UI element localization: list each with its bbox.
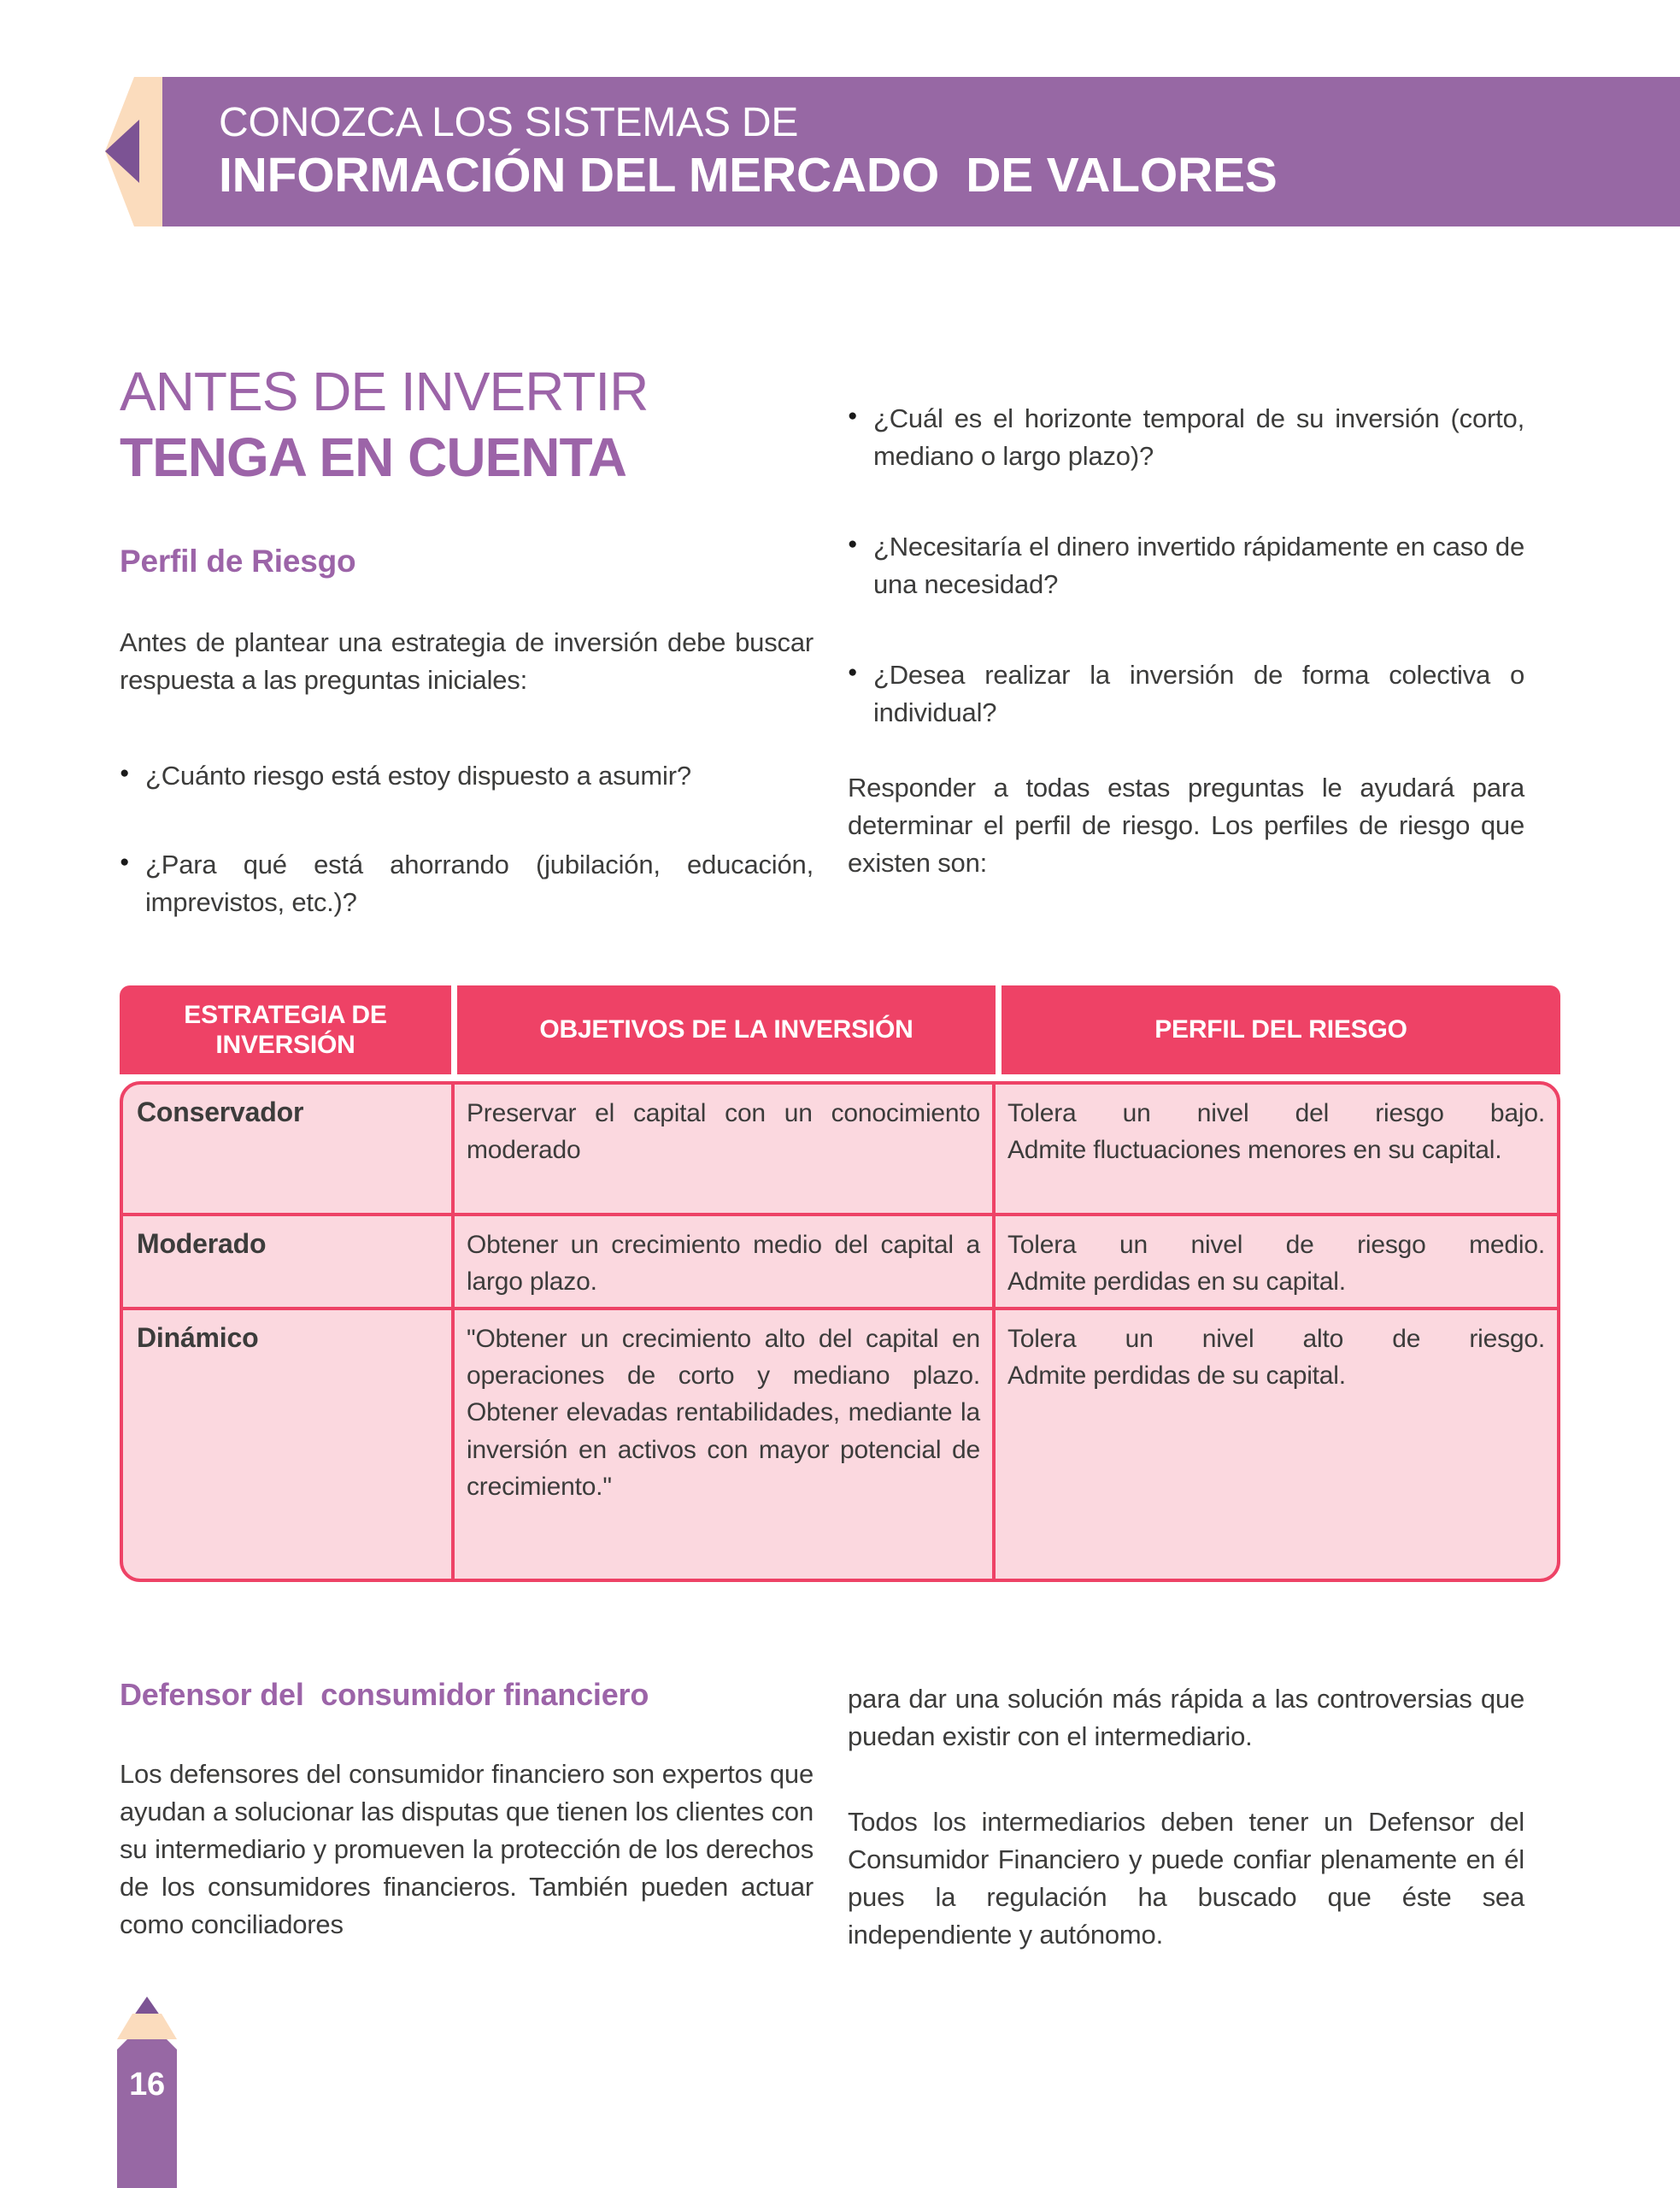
bullet-dot-icon: ●	[848, 663, 858, 682]
risk-profile-table	[120, 985, 1560, 1582]
table-cell-risk	[996, 1085, 1557, 1213]
bullet-text: ¿Necesitaría el dinero invertido rápidamente en caso de una necesidad?	[873, 532, 1524, 600]
header-pencil-icon	[81, 77, 162, 226]
bullet-dot-icon: ●	[120, 852, 130, 871]
bullet-dot-icon: ●	[848, 535, 858, 554]
list-item	[120, 757, 814, 795]
banner-title-line2: INFORMACIÓN DEL MERCADO DE VALORES	[219, 147, 1278, 203]
risk-sentence: Admite fluctuaciones menores en su capital.	[1007, 1136, 1502, 1165]
table-cell-objective: Preservar el capital con un conocimiento moderado	[455, 1085, 992, 1213]
table-cell-strategy: Dinámico	[123, 1310, 451, 1579]
list-item	[848, 400, 1524, 475]
table-header-estrategia: ESTRATEGIA DE INVERSIÓN	[120, 985, 451, 1074]
header-banner	[162, 77, 1680, 226]
table-header-perfil: PERFIL DEL RIESGO	[1002, 985, 1560, 1074]
table-header-row	[120, 985, 1560, 1074]
risk-sentence: Tolera un nivel alto de riesgo.	[1007, 1325, 1545, 1353]
bullet-dot-icon: ●	[848, 407, 858, 425]
defensor-section-left	[120, 1677, 814, 1944]
bullet-dot-icon: ●	[120, 763, 130, 782]
bullet-text: ¿Cuál es el horizonte temporal de su inversión (corto, mediano o largo plazo)?	[873, 403, 1524, 472]
list-item	[848, 528, 1524, 603]
risk-sentence: Tolera un nivel de riesgo medio.	[1007, 1231, 1545, 1259]
left-bullet-list	[120, 757, 814, 921]
closing-paragraph: Responder a todas estas preguntas le ayudará para determinar el perfil de riesgo. Los perfiles de riesgo que existen son:	[848, 773, 1524, 879]
table-cell-strategy: Moderado	[123, 1216, 451, 1307]
risk-sentence: Admite perdidas en su capital.	[1007, 1268, 1346, 1297]
page-title-line1: ANTES DE INVERTIR	[120, 361, 649, 422]
list-item	[120, 846, 814, 921]
risk-sentence: Tolera un nivel del riesgo bajo.	[1007, 1099, 1545, 1127]
banner-title-line1: CONOZCA LOS SISTEMAS DE	[219, 100, 799, 146]
intro-paragraph: Antes de plantear una estrategia de inversión debe buscar respuesta a las preguntas iniciales:	[120, 626, 814, 695]
defensor-section-right	[848, 1680, 1524, 1954]
page-title-line2: TENGA EN CUENTA	[120, 426, 626, 488]
page-number: 16	[129, 2067, 165, 2103]
bullet-text: ¿Para qué está ahorrando (jubilación, educación, imprevistos, etc.)?	[145, 849, 814, 917]
table-cell-objective: Obtener un crecimiento medio del capital a largo plazo.	[455, 1216, 992, 1307]
table-body	[120, 1081, 1560, 1582]
defensor-paragraph: Los defensores del consumidor financiero son expertos que ayudan a solucionar las disputas que tienen los clientes con su intermediario y promueven la protección de los derechos de los consumidores financieros. También pueden actuar como conciliadores	[120, 1759, 814, 1940]
section-heading-perfil-de-riesgo: Perfil de Riesgo	[120, 543, 356, 579]
bullet-text: ¿Desea realizar la inversión de forma colectiva o individual?	[873, 660, 1524, 728]
section-heading-defensor: Defensor del consumidor financiero	[120, 1677, 649, 1712]
defensor-right-paragraph-2: Todos los intermediarios deben tener un Defensor del Consumidor Financiero y puede confiar plenamente en él pues la regulación ha buscado que éste sea independiente y autónomo.	[848, 1807, 1524, 1950]
bullet-text: ¿Cuánto riesgo está estoy dispuesto a asumir?	[145, 760, 691, 791]
left-column	[120, 359, 814, 921]
table-cell-strategy: Conservador	[123, 1085, 451, 1213]
table-header-objetivos: OBJETIVOS DE LA INVERSIÓN	[457, 985, 996, 1074]
table-cell-risk	[996, 1310, 1557, 1579]
table-cell-risk	[996, 1216, 1557, 1307]
defensor-right-paragraph-1: para dar una solución más rápida a las controversias que puedan existir con el intermediario.	[848, 1684, 1524, 1752]
list-item	[848, 656, 1524, 732]
table-cell-objective: "Obtener un crecimiento alto del capital en operaciones de corto y mediano plazo. Obtener elevadas rentabilidades, mediante la inversión en activos con mayor potencial de crecimiento."	[455, 1310, 992, 1579]
risk-sentence: Admite perdidas de su capital.	[1007, 1362, 1346, 1391]
right-column	[848, 400, 1524, 882]
